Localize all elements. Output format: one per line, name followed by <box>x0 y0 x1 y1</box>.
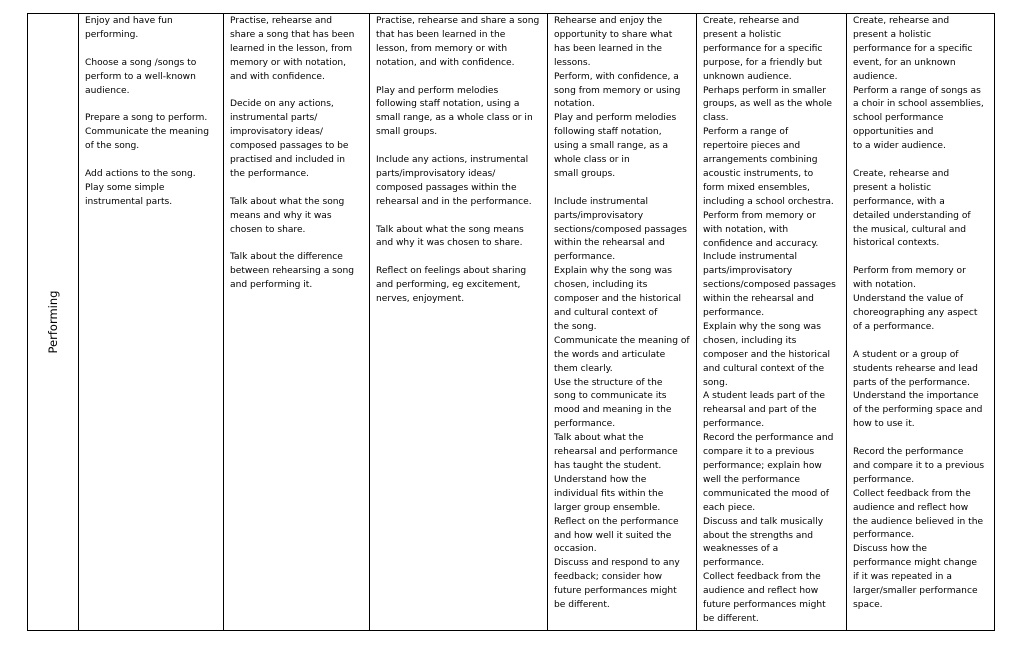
stage-4-cell <box>548 14 697 630</box>
stage-5-cell <box>697 14 847 630</box>
cell-paragraph: Reflect on feelings about sharing and performing, eg excitement, nerves, enjoyment. <box>376 266 527 305</box>
row-header-cell <box>28 14 79 630</box>
stage-2-cell <box>224 14 370 630</box>
curriculum-table <box>27 13 995 631</box>
cell-paragraph: Enjoy and have fun performing. <box>85 16 173 40</box>
cell-paragraph: Talk about what the song means and why it was chosen to share. <box>376 224 524 249</box>
cell-paragraph: Prepare a song to perform. Communicate the meaning of the song. <box>85 113 209 152</box>
stage-6-cell <box>847 14 994 630</box>
cell-paragraph: Create, rehearse and present a holistic performance for a specific event, for an unknown audience. Perform a range of songs as a choir in school assemblies, school performance opportunities and to a wider audience. <box>853 16 984 152</box>
cell-paragraph: Practise, rehearse and share a song that has been learned in the lesson, from memory or with notation, and with confidence. <box>376 16 540 68</box>
cell-paragraph: Create, rehearse and present a holistic performance for a specific purpose, for a friendly but unknown audience. Perhaps perform in smaller groups, as well as the whole class. Perform a range of repertoire pieces and arrangements combining acoustic instruments, to form mixed ensembles, including a school orchestra. Perform from memory or with notation, with confidence and accuracy. Include instrumental parts/improvisatory sections/composed passages within the rehearsal and performance. Explain why the song was chosen, including its composer and the historical and cultural context of the song. A student leads part of the rehearsal and part of the performance. Record the performance and compare it to a previous performance; explain how well the performance communicated the mood of each piece. Discuss and talk musically about the strengths and weaknesses of a performance. Collect feedback from the audience and reflect how future performances might be different. <box>703 16 836 624</box>
cell-paragraph: Record the performance and compare it to a previous performance. Collect feedback from the audience and reflect how the audience believed in the performance. Discuss how the performance might change if it was repeated in a larger/smaller performance space. <box>853 447 985 610</box>
stage-3-cell <box>370 14 548 630</box>
cell-paragraph: Perform from memory or with notation. Understand the value of choreographing any aspect of a performance. <box>853 266 978 332</box>
row-header-label: Performing <box>46 290 60 354</box>
cell-paragraph: A student or a group of students rehearse and lead parts of the performance. Understand the importance of the performing space and how to use it. <box>853 349 983 430</box>
cell-paragraph: Talk about the difference between rehearsing a song and performing it. <box>230 252 355 291</box>
cell-paragraph: Rehearse and enjoy the opportunity to share what has been learned in the lessons. Perform, with confidence, a song from memory or using notation. Play and perform melodies following staff notation, using a small range, as a whole class or in small groups. <box>554 16 681 179</box>
cell-paragraph: Create, rehearse and present a holistic performance, with a detailed understanding of the musical, cultural and historical contexts. <box>853 168 971 249</box>
cell-paragraph: Decide on any actions, instrumental parts/ improvisatory ideas/ composed passages to be practised and included in the performance. <box>230 99 349 179</box>
cell-paragraph: Include instrumental parts/improvisatory sections/composed passages within the rehearsal and performance. Explain why the song was chosen, including its composer and the historical and cultural context of the song. Communicate the meaning of the words and articulate them clearly. Use the structure of the song to communicate its mood and meaning in the performance. Talk about what the rehearsal and performance has taught the student. Understand how the individual fits within the larger group ensemble. Reflect on the performance and how well it suited the occasion. Discuss and respond to any feedback; consider how future performances might be different. <box>554 196 690 611</box>
cell-paragraph: Play and perform melodies following staff notation, using a small range, as a whole class or in small groups. <box>376 85 533 138</box>
cell-paragraph: Practise, rehearse and share a song that has been learned in the lesson, from memory or with notation, and with confidence. <box>230 16 355 82</box>
cell-paragraph: Choose a song /songs to perform to a well-known audience. <box>85 57 197 96</box>
cell-paragraph: Add actions to the song. Play some simple instrumental parts. <box>85 168 196 207</box>
stage-1-cell <box>79 14 224 630</box>
cell-paragraph: Talk about what the song means and why it was chosen to share. <box>230 196 345 235</box>
cell-paragraph: Include any actions, instrumental parts/improvisatory ideas/ composed passages within the rehearsal and in the performance. <box>376 155 532 207</box>
